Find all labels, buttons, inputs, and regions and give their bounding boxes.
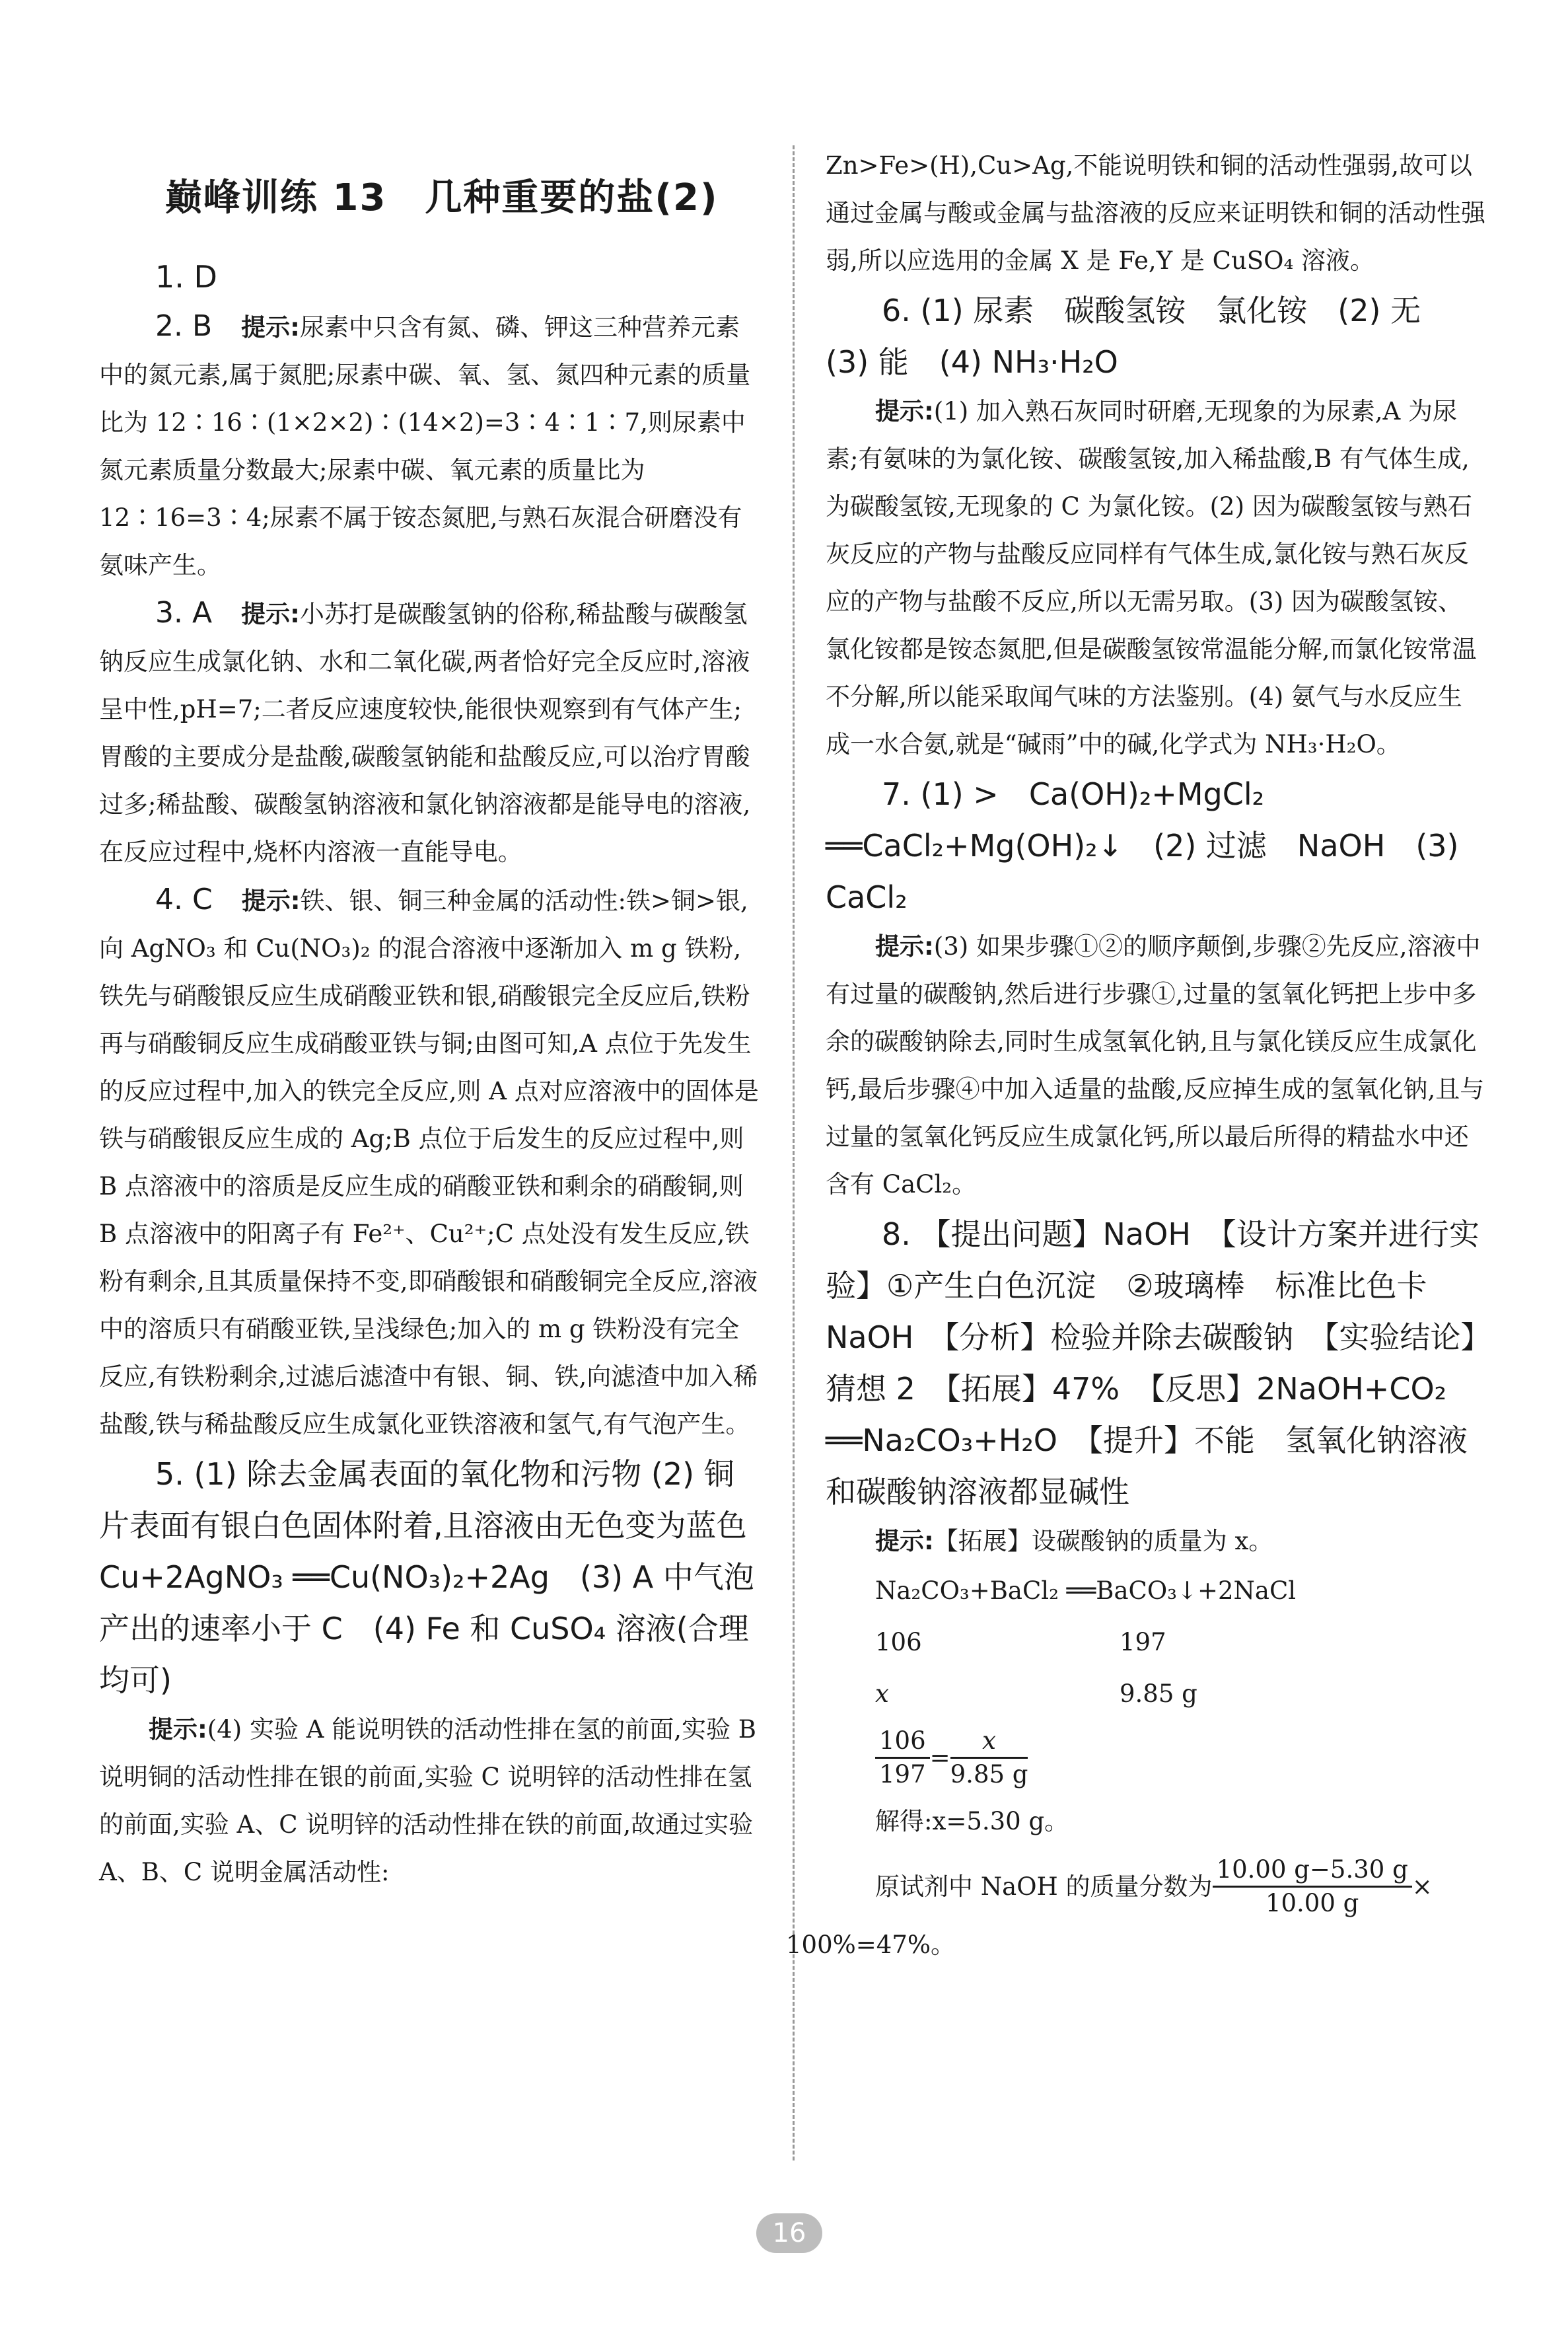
answer-4 bbox=[99, 876, 760, 1448]
calc-value: 197 bbox=[1120, 1628, 1166, 1656]
answer-label: 2. B bbox=[155, 309, 242, 343]
page-title: 巅峰训练 13 几种重要的盐(2) bbox=[165, 176, 719, 219]
fraction: $\frac{10.00 g-5.30 g}{10.00 g}$ bbox=[1213, 1854, 1412, 1919]
answer-text: 7. (1) > Ca(OH)₂+MgCl₂ ══CaCl₂+Mg(OH)₂↓ (2) 过滤 NaOH (3) CaCl₂ bbox=[826, 776, 1459, 915]
hint-label: 提示: bbox=[241, 313, 300, 342]
calc-value: x bbox=[875, 1679, 889, 1708]
answer-text: (3) 如果步骤①②的顺序颠倒,步骤②先反应,溶液中有过量的碳酸钠,然后进行步骤①,过量的氢氧化钙把上步中多余的碳酸钠除去,同时生成氢氧化钠,且与氯化镁反应生成氯化钙,最后步骤④中加入适量的盐酸,反应掉生成的氢氧化钠,且与过量的氢氧化钙反应生成氯化钙,所以最后所得的精盐水中还含有 CaCl₂。 bbox=[826, 932, 1485, 1199]
answer-text: 6. (1) 尿素 碳酸氢铵 氯化铵 (2) 无 (3) 能 (4) NH₃·H₂O bbox=[826, 293, 1452, 380]
final-result: 100%=47%。 bbox=[786, 1931, 956, 1959]
answer-8 bbox=[826, 1208, 1486, 1518]
mass-fraction-text: 原试剂中 NaOH 的质量分数为 bbox=[875, 1872, 1213, 1901]
hint-label: 提示: bbox=[149, 1715, 207, 1744]
answer-text: 8. 【提出问题】NaOH 【设计方案并进行实验】①产生白色沉淀 ②玻璃棒 标准比色卡 NaOH 【分析】检验并除去碳酸钠 【实验结论】猜想 2 【拓展】47% 【反思】2NaOH+CO₂ ══Na₂CO₃+H₂O 【提升】不能 氢氧化钠溶液和碳酸钠溶液都显碱性 bbox=[826, 1216, 1479, 1510]
calc-value: 106 bbox=[875, 1628, 922, 1656]
answer-8-hint bbox=[826, 1518, 1486, 1565]
calculation-block bbox=[826, 1565, 1486, 1919]
answer-text: 尿素中只含有氮、磷、钾这三种营养元素中的氮元素,属于氮肥;尿素中碳、氧、氢、氮四种元素的质量比为 12∶16∶(1×2×2)∶(14×2)=3∶4∶1∶7,则尿素中氮元素质量分数最大;尿素中碳、氧元素的质量比为 12∶16=3∶4;尿素不属于铵态氮肥,与熟石灰混合研磨没有氨味产生。 bbox=[99, 313, 751, 579]
answer-7 bbox=[826, 768, 1486, 923]
answer-7-hint bbox=[826, 923, 1486, 1208]
equals-sign: = bbox=[929, 1743, 950, 1772]
hint-label: 提示: bbox=[875, 932, 934, 961]
right-column bbox=[786, 142, 1486, 1971]
answer-text: (4) 实验 A 能说明铁的活动性排在氢的前面,实验 B 说明铜的活动性排在银的前面,实验 C 说明锌的活动性排在氢的前面,实验 A、C 说明锌的活动性排在铁的前面,故通过实验 A、B、C 说明金属活动性: bbox=[99, 1715, 756, 1886]
answer-text: Zn>Fe>(H),Cu>Ag,不能说明铁和铜的活动性强弱,故可以通过金属与酸或金属与盐溶液的反应来证明铁和铜的活动性强弱,所以应选用的金属 X 是 Fe,Y 是 CuSO₄ 溶液。 bbox=[826, 151, 1485, 275]
answer-text: 铁、银、铜三种金属的活动性:铁>铜>银,向 AgNO₃ 和 Cu(NO₃)₂ 的混合溶液中逐渐加入 m g 铁粉,铁先与硝酸银反应生成硝酸亚铁和银,硝酸银完全反应后,铁粉再与硝酸铜反应生成硝酸亚铁与铜;由图可知,A 点位于先发生的反应过程中,加入的铁完全反应,则 A 点对应溶液中的固体是铁与硝酸银反应生成的 Ag;B 点位于后发生的反应过程中,则 B 点溶液中的溶质是反应生成的硝酸亚铁和剩余的硝酸铜,则 B 点溶液中的阳离子有 Fe²⁺、Cu²⁺;C 点处没有发生反应,铁粉有剩余,且其质量保持不变,即硝酸银和硝酸铜完全反应,溶液中的溶质只有硝酸亚铁,呈浅绿色;加入的 m g 铁粉没有完全反应,有铁粉剩余,过滤后滤渣中有银、铜、铁,向滤渣中加入稀盐酸,铁与稀盐酸反应生成氯化亚铁溶液和氢气,有气泡产生。 bbox=[99, 887, 759, 1438]
fraction: $\frac{x}{9.85 g}$ bbox=[950, 1726, 1028, 1789]
hint-label: 提示: bbox=[241, 600, 300, 628]
answer-text: 【拓展】设碳酸钠的质量为 x。 bbox=[933, 1527, 1273, 1555]
answer-5-hint-continued bbox=[826, 142, 1486, 285]
answer-6-hint bbox=[826, 388, 1486, 768]
times-sign: × bbox=[1411, 1872, 1433, 1901]
answer-text: 小苏打是碳酸氢钠的俗称,稀盐酸与碳酸氢钠反应生成氯化钠、水和二氧化碳,两者恰好完全反应时,溶液呈中性,pH=7;二者反应速度较快,能很快观察到有气体产生;胃酸的主要成分是盐酸,碳酸氢钠能和盐酸反应,可以治疗胃酸过多;稀盐酸、碳酸氢钠溶液和氯化钠溶液都是能导电的溶液,在反应过程中,烧杯内溶液一直能导电。 bbox=[99, 600, 751, 866]
column-divider bbox=[793, 145, 795, 2160]
answer-text: (1) 加入熟石灰同时研磨,无现象的为尿素,A 为尿素;有氨味的为氯化铵、碳酸氢铵,加入稀盐酸,B 有气体生成,为碳酸氢铵,无现象的 C 为氯化铵。(2) 因为碳酸氢铵与熟石灰反应的产物与盐酸反应同样有气体生成,氯化铵与熟石灰反应的产物与盐酸不反应,所以无需另取。(3) 因为碳酸氢铵、氯化铵都是铵态氮肥,但是碳酸氢铵常温能分解,而氯化铵常温不分解,所以能采取闻气味的方法鉴别。(4) 氨气与水反应生成一水合氨,就是“碱雨”中的碱,化学式为 NH₃·H₂O。 bbox=[826, 397, 1477, 758]
answer-6 bbox=[826, 285, 1486, 388]
answer-2 bbox=[99, 303, 760, 589]
page-number: 16 bbox=[756, 2213, 822, 2253]
answer-text: 1. D bbox=[155, 259, 217, 295]
fraction: $\frac{106}{197}$ bbox=[875, 1725, 930, 1790]
hint-label: 提示: bbox=[875, 1527, 934, 1555]
answer-1 bbox=[99, 251, 760, 303]
answer-label: 4. C bbox=[155, 883, 242, 916]
chemical-equation: Na₂CO₃+BaCl₂ ══BaCO₃↓+2NaCl bbox=[875, 1576, 1297, 1605]
answer-3 bbox=[99, 589, 760, 876]
hint-label: 提示: bbox=[241, 887, 301, 915]
answer-label: 3. A bbox=[155, 596, 242, 630]
hint-label: 提示: bbox=[875, 397, 934, 425]
answer-text: 5. (1) 除去金属表面的氧化物和污物 (2) 铜片表面有银白色固体附着,且溶液由无色变为蓝色 Cu+2AgNO₃ ══Cu(NO₃)₂+2Ag (3) A 中气泡产出的速率小于 C (4) Fe 和 CuSO₄ 溶液(合理均可) bbox=[99, 1456, 777, 1698]
solve-line: 解得:x=5.30 g。 bbox=[875, 1807, 1069, 1835]
answer-5 bbox=[99, 1448, 777, 1706]
left-column bbox=[99, 251, 777, 1896]
answer-5-hint bbox=[99, 1706, 760, 1896]
calc-value: 9.85 g bbox=[1120, 1679, 1197, 1708]
